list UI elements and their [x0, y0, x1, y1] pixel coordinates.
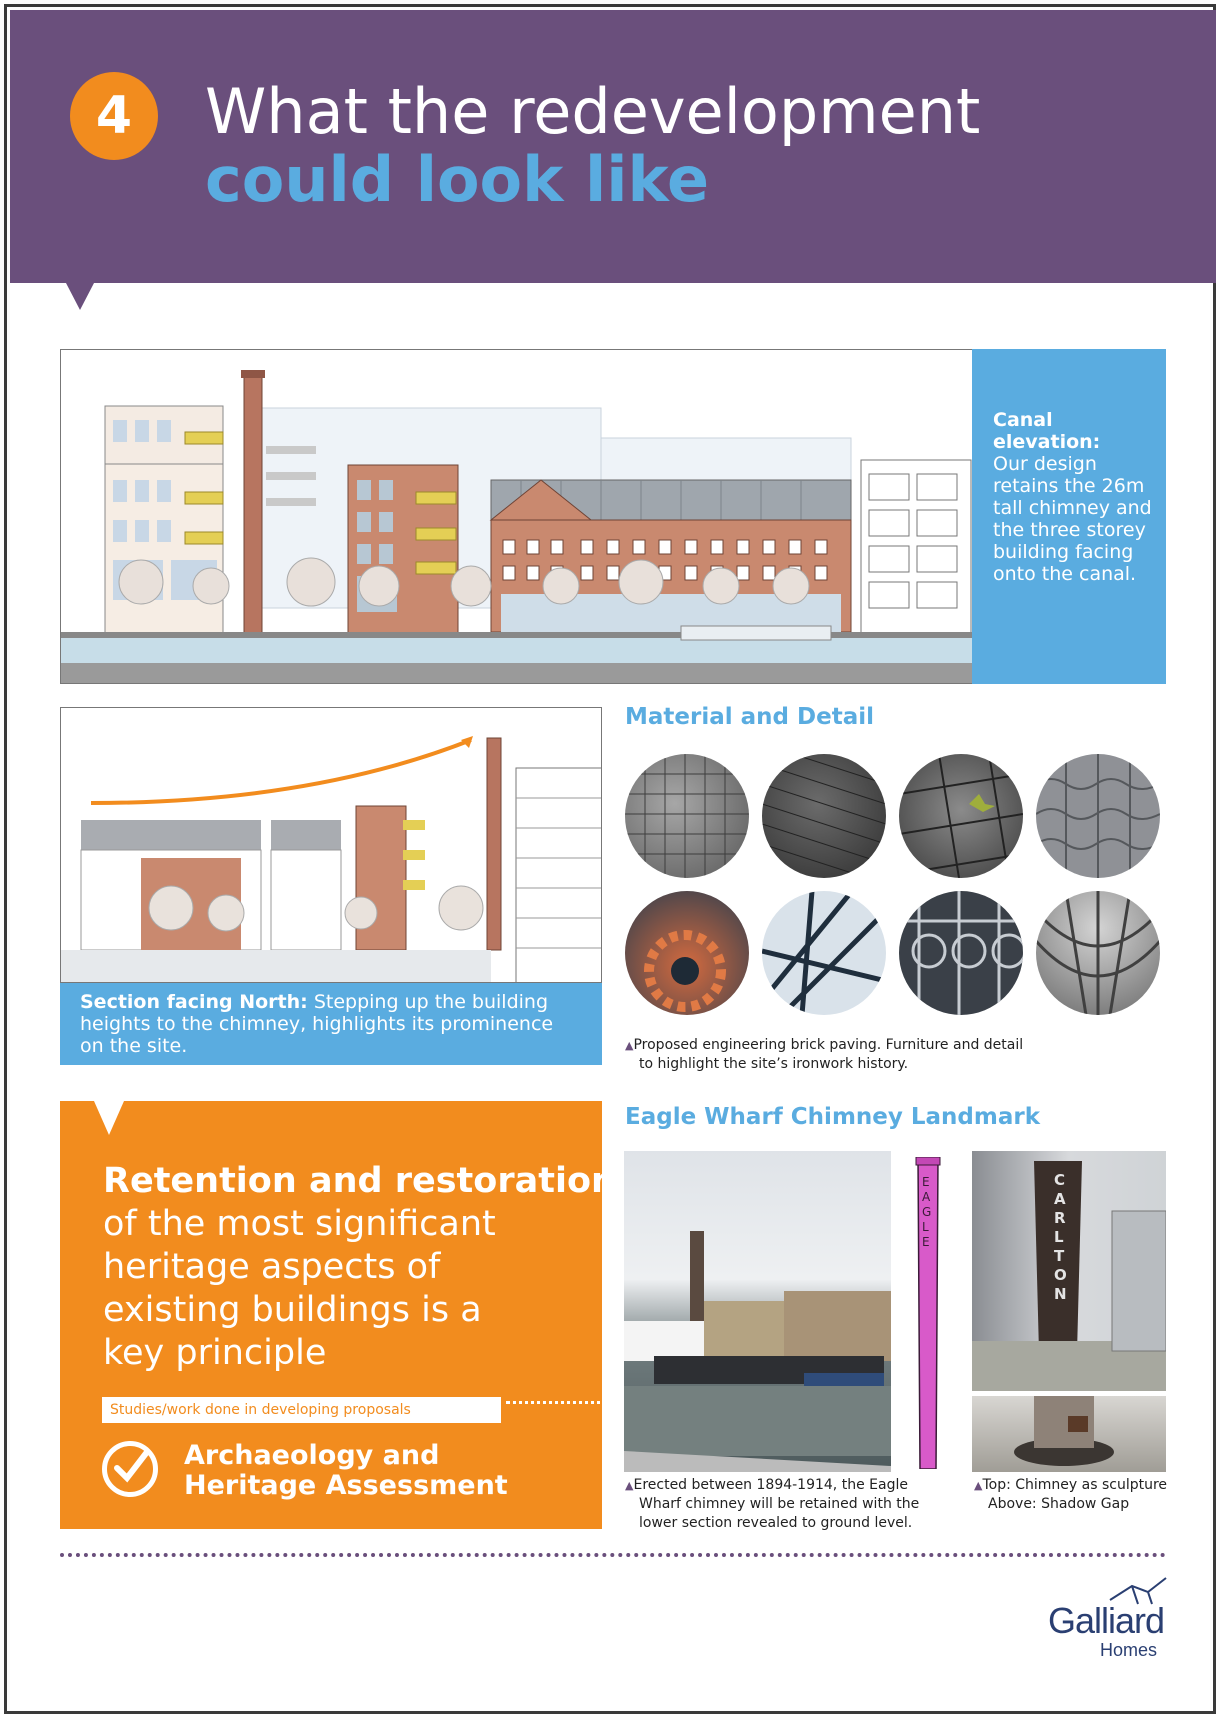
retention-line3: heritage aspects of — [103, 1247, 441, 1287]
section-north-illustration — [61, 708, 602, 983]
section-north-drawing — [60, 707, 602, 983]
material-caption-line1: Proposed engineering brick paving. Furniture and detail — [633, 1037, 1024, 1053]
canal-elevation-text: Our design retains the 26m tall chimney and the three storey building facing onto the canal. — [993, 453, 1152, 585]
logo-sub: Homes — [1100, 1640, 1158, 1660]
eagle-caption-left — [625, 1476, 919, 1533]
canal-elevation-caption — [972, 349, 1166, 684]
brick-leaf-texture — [899, 754, 1023, 878]
eagle-caption-left-line2: Wharf chimney will be retained with the — [639, 1496, 920, 1512]
truss-illustration — [762, 891, 886, 1015]
assessment-title — [184, 1441, 508, 1501]
header-banner — [10, 10, 1216, 283]
caption-triangle-icon: ▲ — [625, 1479, 634, 1492]
studies-label: Studies/work done in developing proposals — [102, 1397, 501, 1423]
eagle-caption-right-line1: Top: Chimney as sculpture — [982, 1477, 1168, 1493]
retention-line5: key principle — [103, 1333, 327, 1373]
caption-triangle-icon: ▲ — [625, 1039, 634, 1052]
material-caption-line2: to highlight the site’s ironwork history. — [639, 1056, 909, 1072]
eagle-wharf-photo — [624, 1151, 891, 1472]
eagle-wharf-scene — [624, 1151, 891, 1472]
swatch-iron-arch — [1036, 891, 1160, 1015]
eagle-heading: Eagle Wharf Chimney Landmark — [625, 1104, 1041, 1130]
logo-name: Galliard — [1048, 1600, 1165, 1641]
page-title-line2: could look like — [205, 143, 710, 216]
canal-elevation-drawing — [60, 349, 974, 684]
carlton-chimney-lettering: CARLTON — [1054, 1171, 1067, 1303]
assessment-line1: Archaeology and — [184, 1440, 440, 1471]
caption-triangle-icon: ▲ — [974, 1479, 983, 1492]
section-north-heading: Section facing North: — [80, 991, 308, 1013]
retention-line1: Retention and restoration — [103, 1161, 616, 1201]
shadow-gap-photo — [972, 1396, 1166, 1472]
section-north-caption — [60, 983, 602, 1065]
carlton-chimney-scene — [972, 1151, 1166, 1391]
checkmark-icon — [107, 1446, 153, 1492]
footer-dotted-rule — [60, 1553, 1166, 1557]
canal-elevation-heading: Canal elevation: — [993, 409, 1101, 453]
eagle-chimney-sketch — [914, 1157, 942, 1469]
eagle-caption-right-line2: Above: Shadow Gap — [988, 1496, 1130, 1512]
shadow-gap-scene — [972, 1396, 1166, 1472]
material-caption — [625, 1036, 1023, 1074]
swatch-cobblestone — [625, 754, 749, 878]
eagle-caption-right — [974, 1476, 1167, 1514]
swatch-engineering-brick — [762, 754, 886, 878]
eagle-caption-left-line1: Erected between 1894-1914, the Eagle — [633, 1477, 908, 1493]
studies-dotted-rule — [506, 1401, 614, 1404]
eagle-caption-left-line3: lower section revealed to ground level. — [639, 1515, 913, 1531]
material-heading: Material and Detail — [625, 704, 874, 730]
header-pointer — [66, 283, 94, 310]
panel-notch — [94, 1101, 124, 1135]
canal-elevation-illustration — [61, 350, 974, 684]
checkmark-circle-icon — [102, 1441, 158, 1497]
retention-panel — [60, 1101, 616, 1529]
carlton-chimney-photo — [972, 1151, 1166, 1391]
swatch-interlocking-pavers — [1036, 754, 1160, 878]
gate-illustration — [899, 891, 1023, 1015]
retention-line4: existing buildings is a — [103, 1290, 482, 1330]
brick-texture — [762, 754, 886, 878]
page-title-line1: What the redevelopment — [205, 75, 981, 148]
cobblestone-texture — [625, 754, 749, 878]
swatch-brick-with-leaf — [899, 754, 1023, 878]
arch-illustration — [1036, 891, 1160, 1015]
cog-illustration — [625, 891, 749, 1015]
swatch-steel-truss — [762, 891, 886, 1015]
eagle-chimney-lettering: EAGLE — [922, 1175, 932, 1249]
swatch-cog-wheel — [625, 891, 749, 1015]
retention-line2: of the most significant — [103, 1204, 496, 1244]
section-north-text: Stepping up the building heights to the chimney, highlights its prominence on the site. — [80, 991, 554, 1057]
swatch-ornamental-gate — [899, 891, 1023, 1015]
assessment-line2: Heritage Assessment — [184, 1470, 508, 1501]
section-number-badge: 4 — [70, 72, 158, 160]
paver-texture — [1036, 754, 1160, 878]
